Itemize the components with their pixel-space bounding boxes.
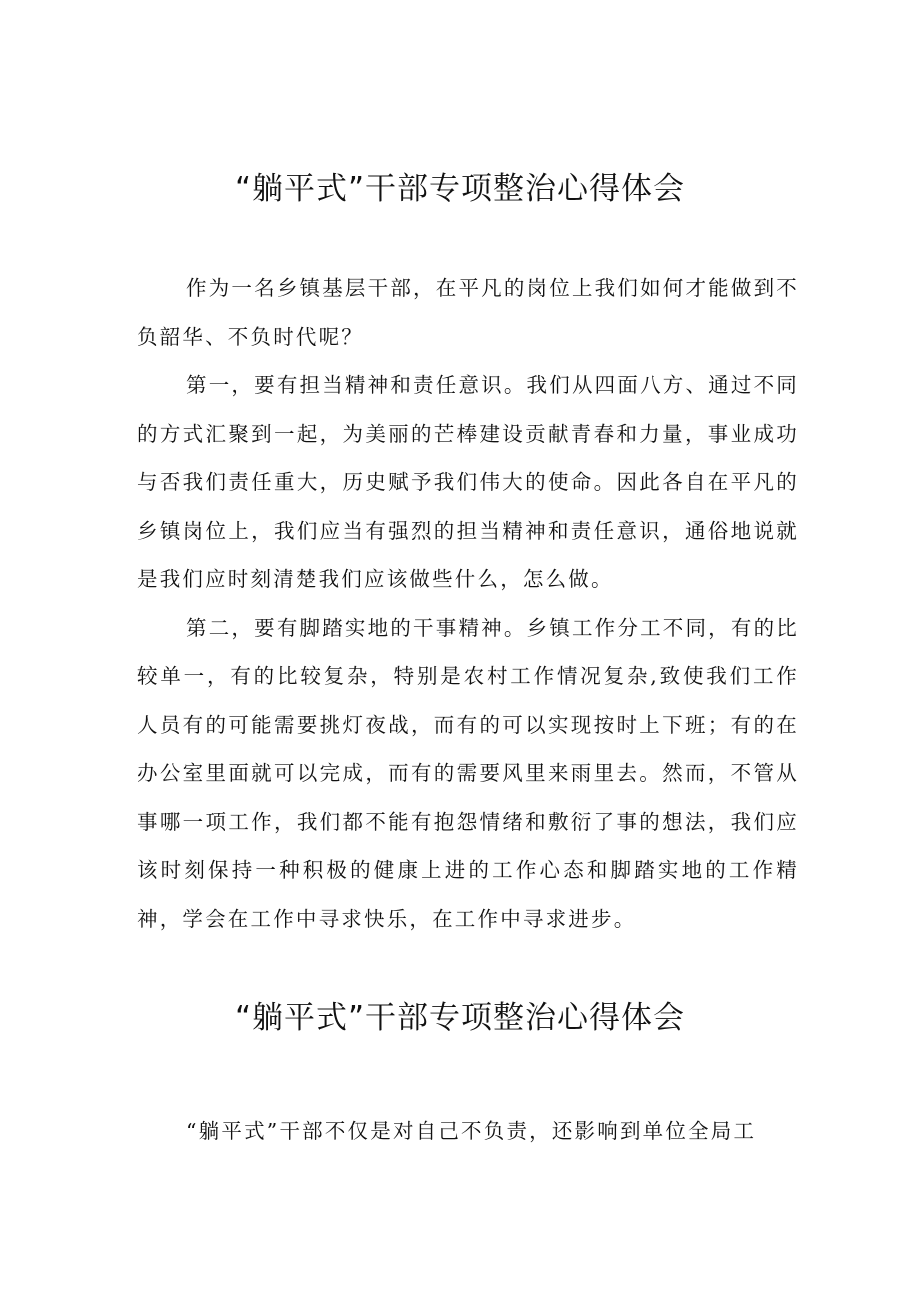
document-title: “躺平式”干部专项整治心得体会 — [234, 1000, 686, 1036]
body-paragraph: 第二，要有脚踏实地的干事精神。乡镇工作分工不同，有的比较单一，有的比较复杂，特别是农村工作情况复杂,致使我们工作人员有的可能需要挑灯夜战，而有的可以实现按时上下班；有的在办公室里面就可以完成，而有的需要风里来雨里去。然而，不管从事哪一项工作，我们都不能有抱怨情绪和敷衍了事的想法，我们应该时刻保持一种积极的健康上进的工作心态和脚踏实地的工作精神，学会在工作中寻求快乐，在工作中寻求进步。 — [137, 615, 799, 931]
document-body — [137, 264, 799, 943]
body-paragraph: 作为一名乡镇基层干部，在平凡的岗位上我们如何才能做到不负韶华、不负时代呢？ — [137, 276, 799, 349]
body-paragraph: 第一，要有担当精神和责任意识。我们从四面八方、通过不同的方式汇聚到一起，为美丽的芒棒建设贡献青春和力量，事业成功与否我们责任重大，历史赋予我们伟大的使命。因此各自在平凡的乡镇岗位上，我们应当有强烈的担当精神和责任意识，通俗地说就是我们应时刻清楚我们应该做些什么，怎么做。 — [137, 373, 799, 591]
document-title: “躺平式”干部专项整治心得体会 — [234, 171, 686, 207]
body-paragraph: “躺平式”干部不仅是对自己不负责，还影响到单位全局工 — [186, 1119, 757, 1143]
document-body — [137, 1107, 799, 1156]
